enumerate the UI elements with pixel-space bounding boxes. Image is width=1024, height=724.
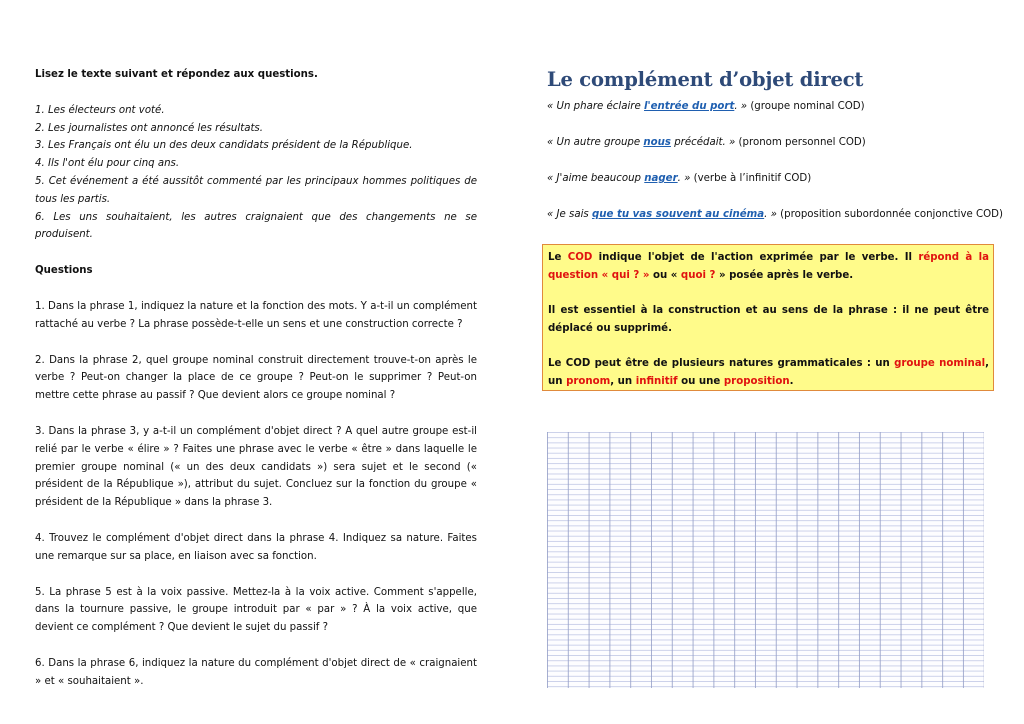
ruled-writing-area <box>547 432 984 688</box>
example-quote: « Un autre groupe <box>547 137 644 148</box>
rule-text: » posée après le verbe. <box>715 270 854 281</box>
rule-keyword: infinitif <box>635 376 678 387</box>
rule-keyword: COD <box>567 252 593 263</box>
example-quote-end: . » <box>677 173 691 184</box>
example-quote: « Un phare éclaire <box>547 101 645 112</box>
questions-heading: Questions <box>35 265 93 277</box>
question-6: 6. Dans la phrase 6, indiquez la nature du complément d'objet direct de « craignaient » et « souhaitaient ». <box>35 657 477 687</box>
sentence-1: 1. Les électeurs ont voté. <box>35 104 165 116</box>
rule-keyword: proposition <box>723 376 790 387</box>
definition-paragraph-2: Il est essentiel à la construction et au sens de la phrase : il ne peut être déplacé ou supprimé. <box>548 305 989 334</box>
question-2: 2. Dans la phrase 2, quel groupe nominal construit directement trouve-t-on après le verbe ? Peut-on changer la place de ce groupe ? Peut-on le supprimer ? Peut-on mettre cette phrase au passif ? Que devient alors ce groupe nominal ? <box>35 354 477 402</box>
rule-keyword: pronom <box>566 376 611 387</box>
sentence-4: 4. Ils l'ont élu pour cinq ans. <box>35 158 180 170</box>
example-4 <box>547 206 1003 242</box>
rule-text: Le <box>548 252 568 263</box>
sentence-2: 2. Les journalistes ont annoncé les résultats. <box>35 122 263 134</box>
example-quote: « J'aime beaucoup <box>547 173 645 184</box>
example-quote-end: . » <box>764 209 777 220</box>
example-cod: l'entrée du port <box>644 101 735 112</box>
example-1 <box>547 98 997 134</box>
rule-text: , un <box>610 376 636 387</box>
question-4: 4. Trouvez le complément d'objet direct dans la phrase 4. Indiquez sa nature. Faites une remarque sur sa place, en liaison avec sa fonction. <box>35 532 477 562</box>
question-3: 3. Dans la phrase 3, y a-t-il un complément d'objet direct ? A quel autre groupe est-il relié par le verbe « élire » ? Faites une phrase avec le verbe « être » dans laquelle le premier groupe nominal (« un des deux candidats ») sera sujet et le second (« président de la République »), attribut du sujet. Concluez sur la fonction du groupe « président de la République » dans la phrase 3. <box>35 425 477 509</box>
exercise-column <box>35 66 477 691</box>
example-cod: nager <box>644 173 678 184</box>
rule-text: indique l'objet de l'action exprimée par le verbe. Il <box>592 252 919 263</box>
definition-box <box>542 244 994 391</box>
example-note: (groupe nominal COD) <box>747 101 865 112</box>
rule-keyword: quoi ? <box>680 270 716 281</box>
example-note: (pronom personnel COD) <box>735 137 866 148</box>
rule-text: ou une <box>677 376 724 387</box>
sentence-6: 6. Les uns souhaitaient, les autres craignaient que des changements ne se produisent. <box>35 211 477 241</box>
instructions-heading: Lisez le texte suivant et répondez aux questions. <box>35 69 318 80</box>
question-1: 1. Dans la phrase 1, indiquez la nature et la fonction des mots. Y a-t-il un complément rattaché au verbe ? La phrase possède-t-elle un sens et une construction correcte ? <box>35 300 477 330</box>
example-list <box>547 98 1003 242</box>
example-quote: « Je sais <box>547 209 592 220</box>
example-quote-end: précédait. » <box>670 137 736 148</box>
rule-keyword: répond à la question « qui ? » <box>548 252 989 281</box>
example-3 <box>547 170 997 206</box>
example-quote-end: . » <box>734 101 748 112</box>
rule-text: , un <box>548 358 989 387</box>
example-cod: nous <box>643 137 671 148</box>
example-cod: que tu vas souvent au cinéma <box>591 209 765 220</box>
definition-paragraph-3 <box>548 355 989 391</box>
example-note: (proposition subordonnée conjonctive COD) <box>776 209 1003 220</box>
definition-paragraph-1 <box>548 249 989 285</box>
example-note: (verbe à l’infinitif COD) <box>690 173 812 184</box>
lesson-title: Le complément d’objet direct <box>547 68 864 91</box>
sentence-5: 5. Cet événement a été aussitôt commenté par les principaux hommes politiques de tous les partis. <box>35 175 477 205</box>
rule-keyword: groupe nominal <box>894 358 986 369</box>
rule-text: Le COD peut être de plusieurs natures grammaticales : un <box>548 358 895 369</box>
sentence-list <box>35 102 477 244</box>
lesson-column <box>547 66 1003 242</box>
rule-text: . <box>789 376 794 387</box>
sentence-3: 3. Les Français ont élu un des deux candidats président de la République. <box>35 140 413 152</box>
rule-text: ou « <box>649 270 681 281</box>
question-5: 5. La phrase 5 est à la voix passive. Mettez-la à la voix active. Comment s'appelle, dans la tournure passive, le groupe introduit par « par » ? À la voix active, que devient ce complément ? Que devient le sujet du passif ? <box>35 586 477 634</box>
example-2 <box>547 134 997 170</box>
